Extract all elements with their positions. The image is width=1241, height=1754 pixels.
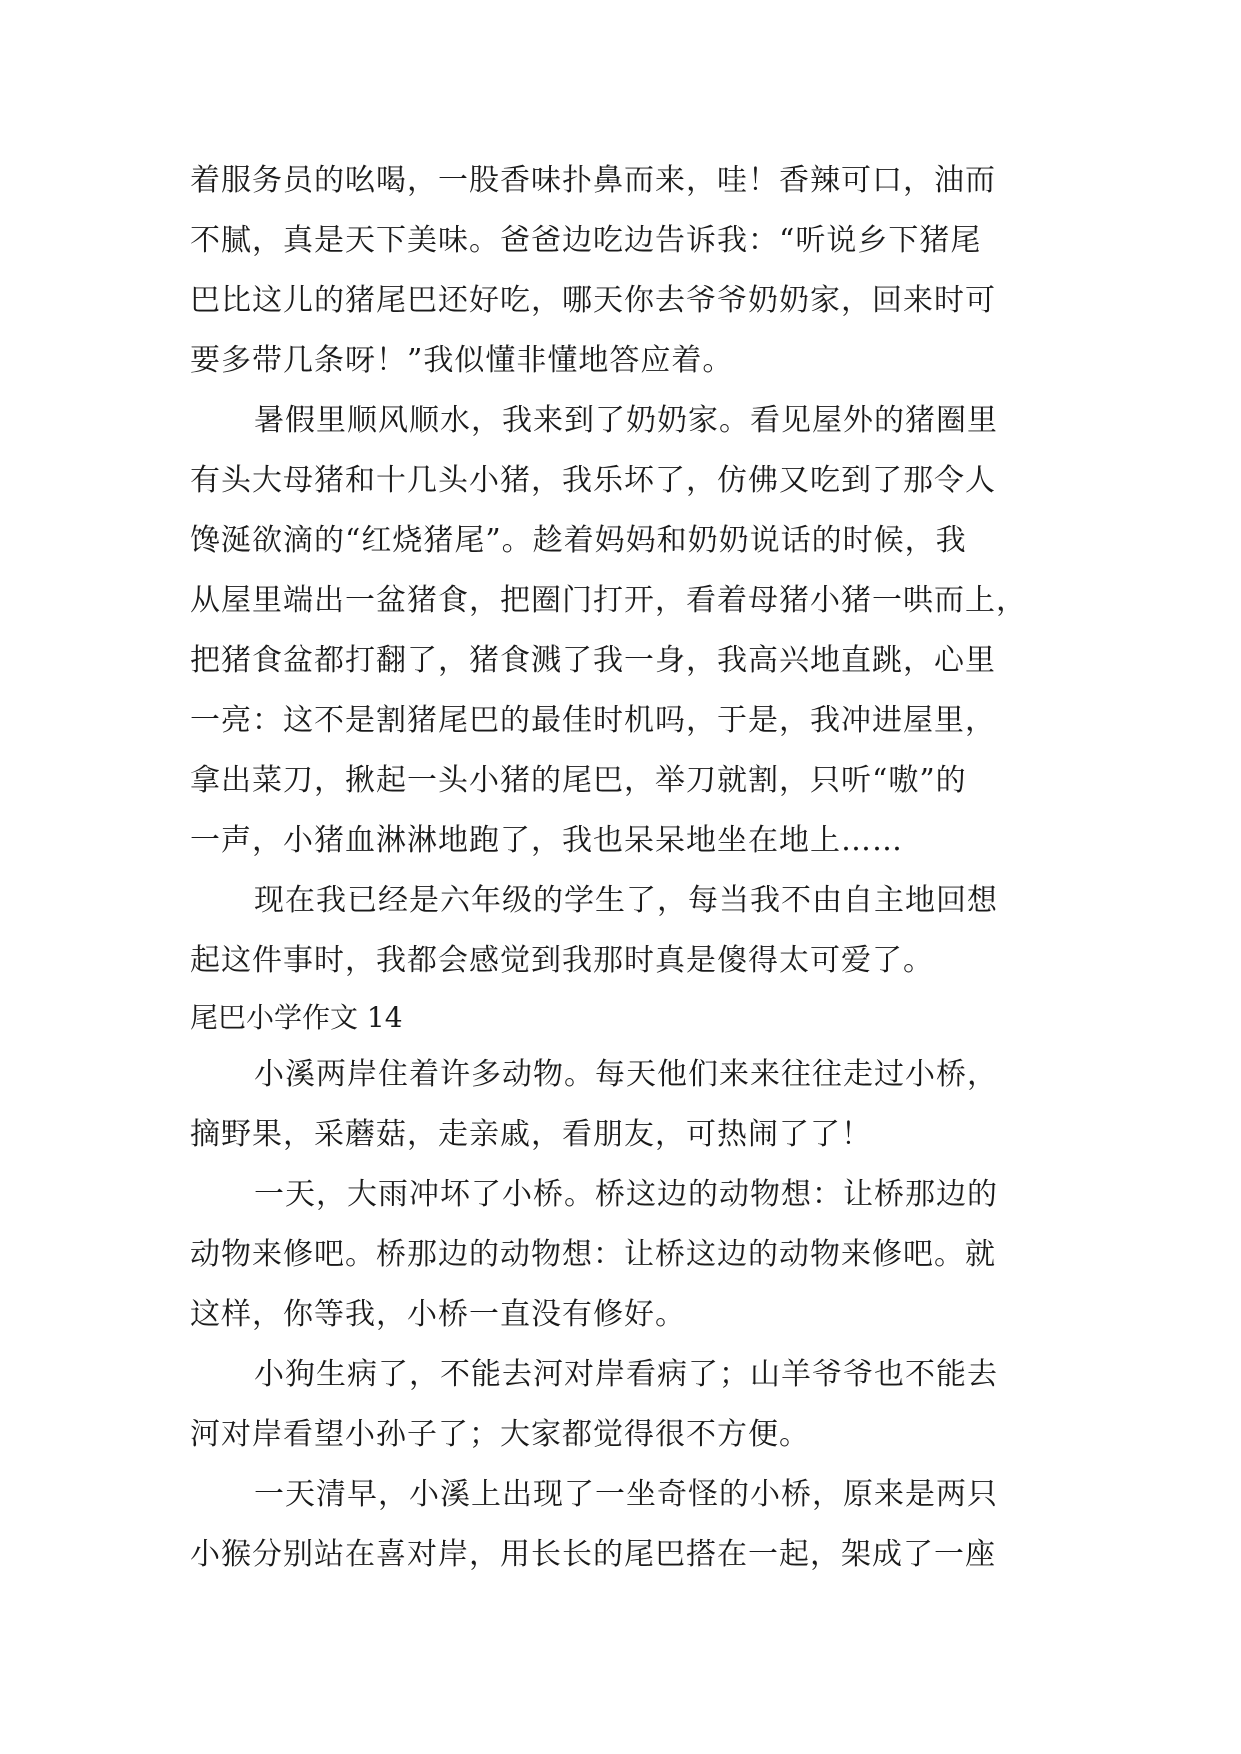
text-line: 馋涎欲滴的“红烧猪尾”。趁着妈妈和奶奶说话的时候，我 — [190, 523, 967, 558]
section-title: 尾巴小学作文 14 — [190, 1001, 403, 1034]
text-line: 从屋里端出一盆猪食，把圈门打开，看着母猪小猪一哄而上， — [190, 583, 1027, 618]
paragraph-first-line: 小狗生病了，不能去河对岸看病了；山羊爷爷也不能去 — [254, 1357, 998, 1392]
text-line: 把猪食盆都打翻了，猪食溅了我一身，我高兴地直跳，心里 — [190, 643, 996, 678]
text-line: 着服务员的吆喝，一股香味扑鼻而来，哇！香辣可口，油而 — [190, 163, 996, 198]
paragraph-first-line: 暑假里顺风顺水，我来到了奶奶家。看见屋外的猪圈里 — [254, 403, 998, 438]
text-line: 小猴分别站在喜对岸，用长长的尾巴搭在一起，架成了一座 — [190, 1537, 996, 1572]
text-line: 一亮：这不是割猪尾巴的最佳时机吗，于是，我冲进屋里， — [190, 703, 996, 738]
text-line: 要多带几条呀！”我似懂非懂地答应着。 — [190, 343, 734, 378]
paragraph-first-line: 现在我已经是六年级的学生了，每当我不由自主地回想 — [254, 883, 998, 918]
text-line: 这样，你等我，小桥一直没有修好。 — [190, 1297, 686, 1332]
paragraph-first-line: 小溪两岸住着许多动物。每天他们来来往往走过小桥， — [254, 1057, 998, 1092]
text-line: 拿出菜刀，揪起一头小猪的尾巴，举刀就割，只听“嗷”的 — [190, 763, 967, 798]
text-line: 不腻，真是天下美味。爸爸边吃边告诉我：“听说乡下猪尾 — [190, 223, 982, 258]
text-line: 起这件事时，我都会感觉到我那时真是傻得太可爱了。 — [190, 943, 934, 978]
text-line: 河对岸看望小孙子了；大家都觉得很不方便。 — [190, 1417, 810, 1452]
paragraph-first-line: 一天清早，小溪上出现了一坐奇怪的小桥，原来是两只 — [254, 1477, 998, 1512]
text-line: 巴比这儿的猪尾巴还好吃，哪天你去爷爷奶奶家，回来时可 — [190, 283, 996, 318]
text-line: 动物来修吧。桥那边的动物想：让桥这边的动物来修吧。就 — [190, 1237, 996, 1272]
paragraph-first-line: 一天，大雨冲坏了小桥。桥这边的动物想：让桥那边的 — [254, 1177, 998, 1212]
text-line: 一声，小猪血淋淋地跑了，我也呆呆地坐在地上…… — [190, 823, 903, 858]
text-line: 摘野果，采蘑菇，走亲戚，看朋友，可热闹了了！ — [190, 1117, 872, 1152]
document-body — [190, 151, 1090, 1585]
text-line: 有头大母猪和十几头小猪，我乐坏了，仿佛又吃到了那令人 — [190, 463, 996, 498]
